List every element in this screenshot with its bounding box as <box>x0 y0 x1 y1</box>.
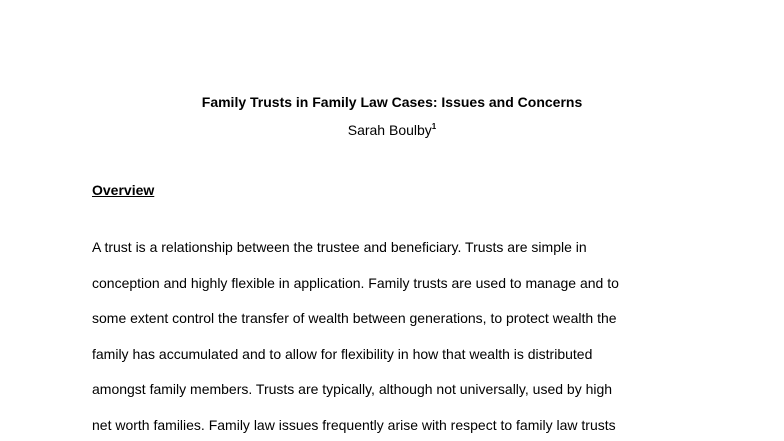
paragraph-line: family has accumulated and to allow for flexibility in how that wealth is distributed <box>92 345 593 362</box>
body-paragraph <box>92 238 732 441</box>
section-heading-overview: Overview <box>92 182 155 198</box>
author-line <box>0 121 784 139</box>
paragraph-line: A trust is a relationship between the trustee and beneficiary. Trusts are simple in <box>92 239 587 255</box>
footnote-mark[interactable]: 1 <box>431 122 437 131</box>
document-title: Family Trusts in Family Law Cases: Issues and Concerns <box>201 94 583 110</box>
paragraph-line: net worth families. Family law issues frequently arise with respect to family law trusts <box>92 416 616 433</box>
author-name: Sarah Boulby <box>347 122 432 138</box>
paragraph-line: some extent control the transfer of wealth between generations, to protect wealth the <box>92 310 617 327</box>
paragraph-line: amongst family members. Trusts are typically, although not universally, used by high <box>92 381 613 398</box>
paragraph-line: conception and highly flexible in application. Family trusts are used to manage and to <box>92 274 619 291</box>
